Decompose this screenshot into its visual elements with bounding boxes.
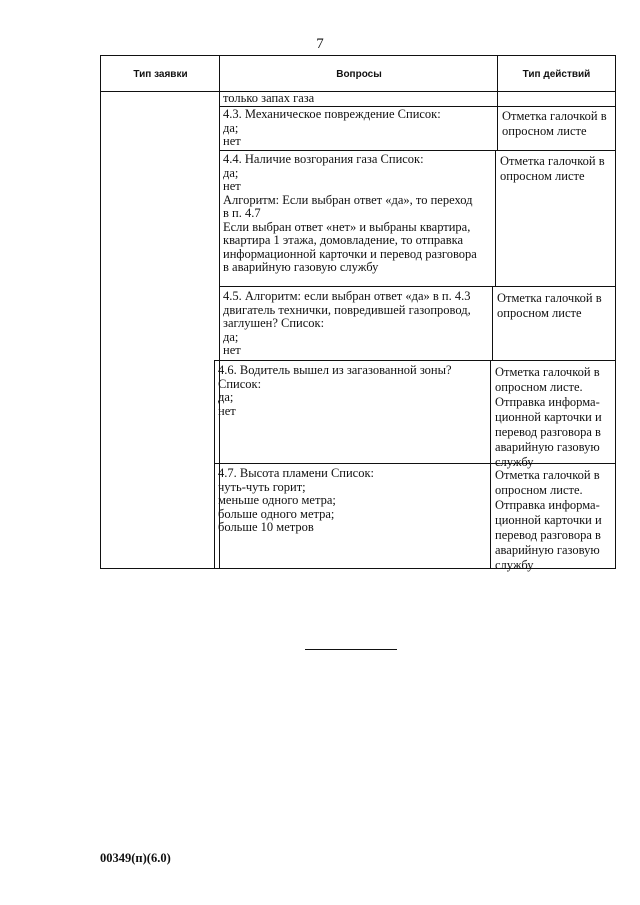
table-row-question: 4.6. Водитель вышел из загазованной зоны? Список: да; нет [218,363,452,418]
column-divider [497,56,498,92]
table-row-action: Отметка галочкой в опросном листе. Отправка информа- ционной карточки и перевод разговора в аварийную газовую службу [495,365,602,469]
table-row-action: Отметка галочкой в опросном листе. Отправка информа- ционной карточки и перевод разговора в аварийную газовую службу [495,468,602,572]
table-row-action: Отметка галочкой в опросном листе [502,109,607,138]
table-row-action: Отметка галочкой в опросном листе [500,154,605,183]
table-row-question: 4.3. Механическое повреждение Список: да; нет [223,107,441,148]
document-code: 00349(п)(6.0) [100,851,171,865]
column-divider [497,92,498,106]
header-action-type: Тип действий [522,68,591,80]
header-questions: Вопросы [336,68,382,80]
table-row-action: Отметка галочкой в опросном листе [497,291,602,320]
footer-rule [305,649,397,650]
questionnaire-table [100,55,616,572]
table-row-question: 4.4. Наличие возгорания газа Список: да; нет Алгоритм: Если выбран ответ «да», то переход в п. 4.7 Если выбран ответ «нет» и выбраны квартира, квартира 1 этажа, домовладение, то отправка информационной карточки и перевод разговора в аварийную газовую службу [223,152,477,274]
table-row-question: 4.7. Высота пламени Список: чуть-чуть горит; меньше одного метра; больше одного метра; больше 10 метров [218,466,375,534]
table-row-question: 4.5. Алгоритм: если выбран ответ «да» в п. 4.3 двигатель технички, повредившей газопровод, заглушен? Список: да; нет [223,289,471,357]
page-number: 7 [316,36,324,52]
table-row-question: только запах газа [223,91,315,105]
header-request-type: Тип заявки [133,68,188,80]
table-header-row [101,56,615,92]
